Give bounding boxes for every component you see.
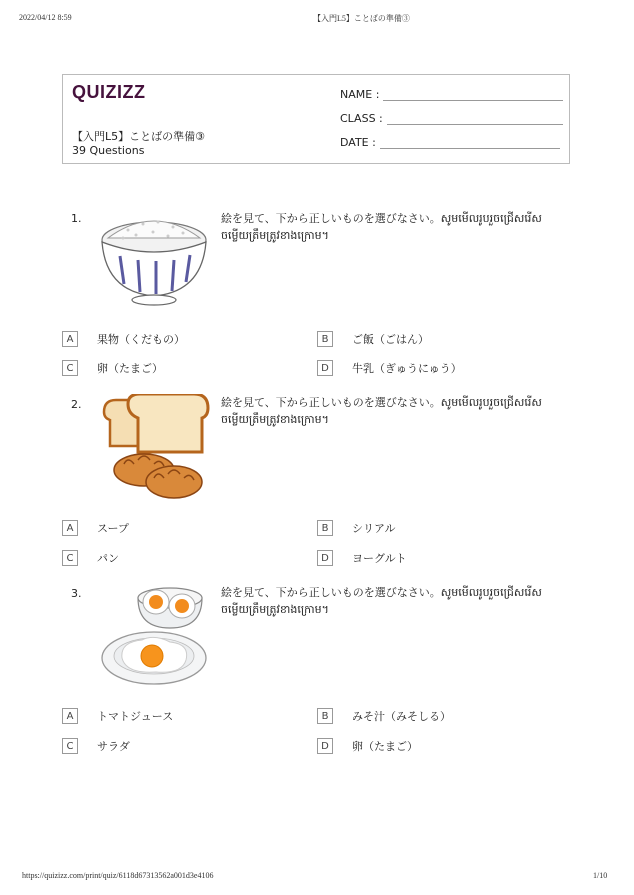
option-letter: B xyxy=(317,520,333,536)
option-letter: A xyxy=(62,331,78,347)
option-letter: A xyxy=(62,520,78,536)
date-field[interactable] xyxy=(340,136,560,149)
option-a[interactable] xyxy=(62,708,173,724)
class-label: CLASS : xyxy=(340,112,383,125)
question-number: 2. xyxy=(71,398,82,411)
question-count: 39 Questions xyxy=(72,144,145,157)
option-a[interactable] xyxy=(62,331,185,347)
page-number: 1/10 xyxy=(593,871,608,880)
name-line[interactable] xyxy=(383,90,563,101)
option-a[interactable] xyxy=(62,520,129,536)
option-d[interactable] xyxy=(317,550,407,566)
eggs-image xyxy=(100,584,212,688)
option-text: 牛乳（ぎゅうにゅう） xyxy=(352,362,462,375)
date-line[interactable] xyxy=(380,138,560,149)
date-label: DATE : xyxy=(340,136,376,149)
question-text: 絵を見て、下から正しいものを選びなさい。សូមមើលរូបរួចជ្រើសរើសចម្លើយត្រឹមត្រូវខាងក្រោម។ xyxy=(221,396,542,426)
question-number: 1. xyxy=(71,212,82,225)
option-text: サラダ xyxy=(97,740,130,753)
quiz-title: 【入門L5】ことばの準備③ xyxy=(72,130,205,143)
option-text: ご飯（ごはん） xyxy=(352,333,429,346)
bread-image xyxy=(98,394,212,502)
option-text: パン xyxy=(97,552,119,565)
print-datetime: 2022/04/12 8:59 xyxy=(19,13,72,22)
option-letter: C xyxy=(62,360,78,376)
option-letter: A xyxy=(62,708,78,724)
option-text: ヨーグルト xyxy=(352,552,407,565)
class-field[interactable] xyxy=(340,112,563,125)
question-number: 3. xyxy=(71,587,82,600)
option-c[interactable] xyxy=(62,360,163,376)
option-text: 卵（たまご） xyxy=(97,362,163,375)
rice-bowl-image xyxy=(98,210,210,310)
option-letter: B xyxy=(317,708,333,724)
question-text: 絵を見て、下から正しいものを選びなさい。សូមមើលរូបរួចជ្រើសរើសចម្លើយត្រឹមត្រូវខាងក្រោម។ xyxy=(221,212,542,242)
option-letter: D xyxy=(317,550,333,566)
option-b[interactable] xyxy=(317,520,396,536)
option-c[interactable] xyxy=(62,550,119,566)
name-label: NAME : xyxy=(340,88,380,101)
option-c[interactable] xyxy=(62,738,130,754)
quizizz-logo: QUIZIZZ xyxy=(72,82,146,102)
option-b[interactable] xyxy=(317,331,429,347)
print-url: https://quizizz.com/print/quiz/6118d67313562a001d3e4106 xyxy=(22,871,214,880)
option-text: 卵（たまご） xyxy=(352,740,418,753)
option-text: 果物（くだもの） xyxy=(97,333,185,346)
quiz-header xyxy=(62,74,570,164)
option-d[interactable] xyxy=(317,360,462,376)
option-d[interactable] xyxy=(317,738,418,754)
print-title: 【入門L5】ことばの準備③ xyxy=(313,14,410,23)
option-text: スープ xyxy=(97,522,129,535)
option-text: みそ汁（みそしる） xyxy=(352,710,451,723)
option-letter: D xyxy=(317,738,333,754)
option-text: トマトジュース xyxy=(97,710,174,723)
option-text: シリアル xyxy=(352,522,396,535)
option-letter: C xyxy=(62,738,78,754)
option-letter: B xyxy=(317,331,333,347)
name-field[interactable] xyxy=(340,88,563,101)
option-letter: D xyxy=(317,360,333,376)
option-letter: C xyxy=(62,550,78,566)
question-text: 絵を見て、下から正しいものを選びなさい。សូមមើលរូបរួចជ្រើសរើសចម្លើយត្រឹមត្រូវខាងក្រោម។ xyxy=(221,586,542,616)
option-b[interactable] xyxy=(317,708,451,724)
class-line[interactable] xyxy=(387,114,563,125)
